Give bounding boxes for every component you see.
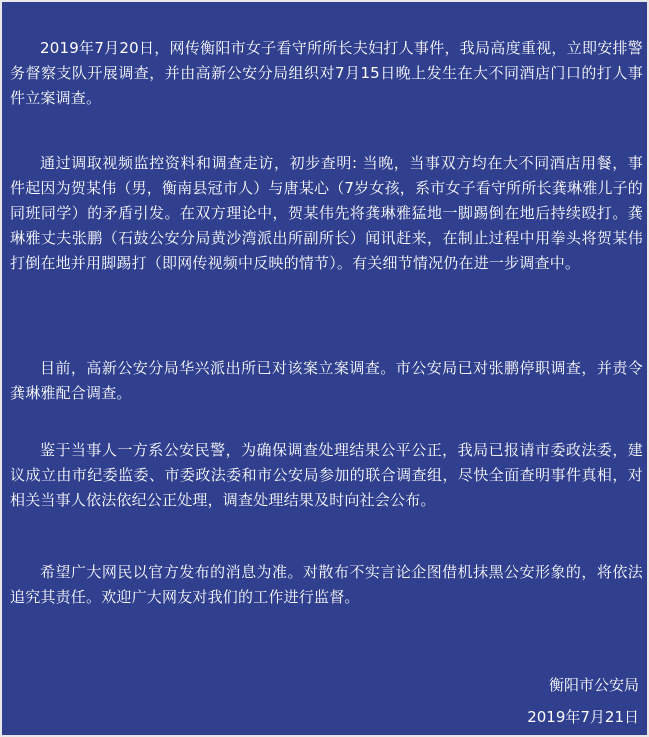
paragraph-joint-investigation: 鉴于当事人一方系公安民警，为确保调查处理结果公平公正，我局已报请市委政法委，建议成立由市纪委监委、市委政法委和市公安局参加的联合调查组，尽快全面查明事件真相，对相关当事人依法依纪公正处理，调查处理结果及时向社会公布。 (10, 441, 643, 509)
paragraph-investigation-findings: 通过调取视频监控资料和调查走访，初步查明: 当晚，当事双方均在大不同酒店用餐，事件起因为贺某伟（男，衡南县冠市人）与唐某心（7岁女孩，系市女子看守所所长龚琳雅儿子的同班同学）的矛盾引发。在双方理论中，贺某伟先将龚琳雅猛地一脚踢倒在地后持续殴打。龚琳雅丈夫张鹏（石鼓公安分局黄沙湾派出所副所长）闻讯赶来，在制止过程中用拳头将贺某伟打倒在地并用脚踢打（即网传视频中反映的情节）。有关细节情况仍在进一步调查中。 (10, 154, 643, 272)
paragraph-case-status: 目前，高新公安分局华兴派出所已对该案立案调查。市公安局已对张鹏停职调查，并责令龚琳雅配合调查。 (10, 359, 643, 402)
issuer-signature: 衡阳市公安局 (548, 676, 639, 694)
issue-date: 2019年7月21日 (527, 708, 639, 726)
paragraph-public-appeal: 希望广大网民以官方发布的消息为准。对散布不实言论企图借机抹黑公安形象的，将依法追究其责任。欢迎广大网友对我们的工作进行监督。 (10, 563, 643, 606)
paragraph-incident-intro: 2019年7月20日，网传衡阳市女子看守所所长夫妇打人事件，我局高度重视，立即安排警务督察支队开展调查，并由高新公安分局组织对7月15日晚上发生在大不同酒店门口的打人事件立案调查。 (10, 39, 643, 107)
